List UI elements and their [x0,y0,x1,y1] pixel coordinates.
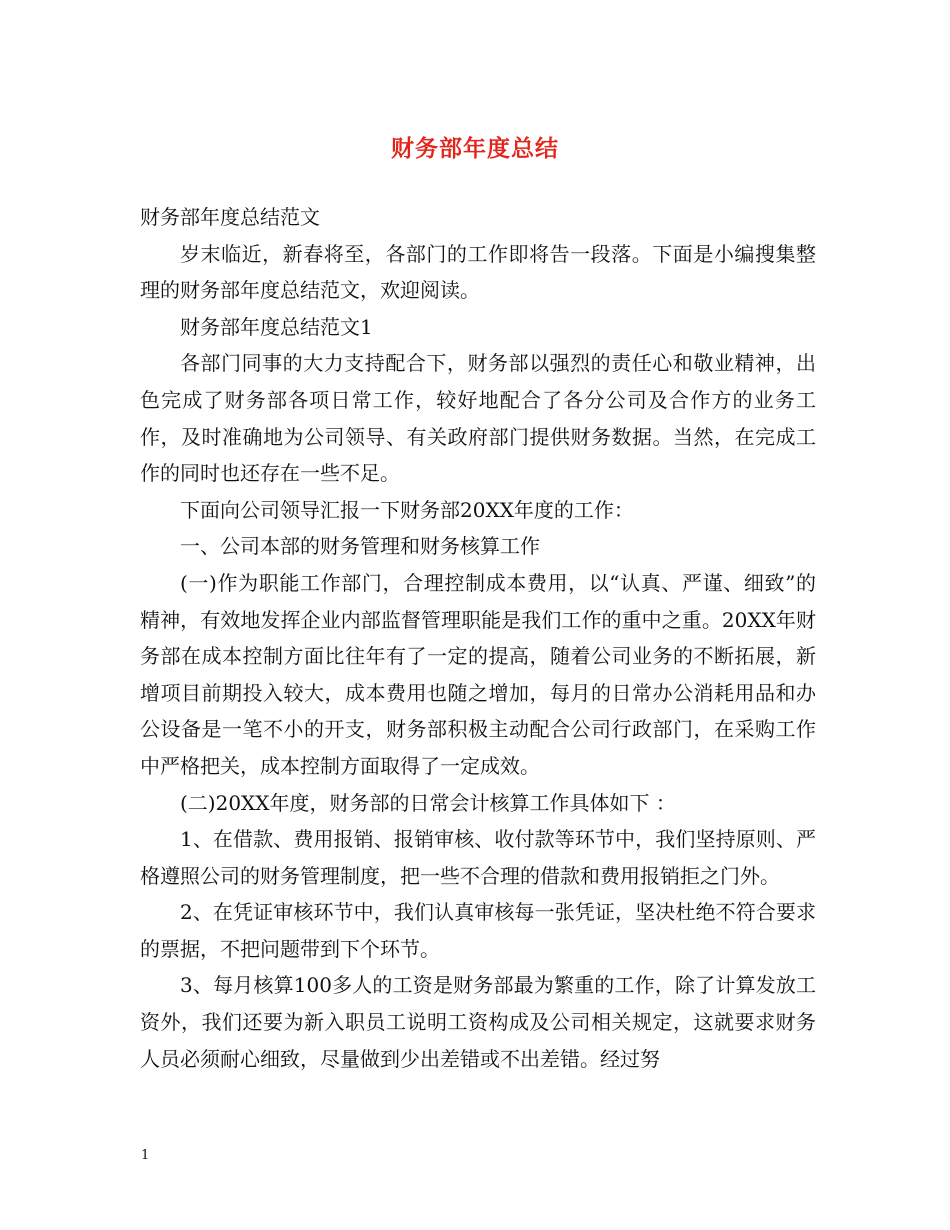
section-heading-sample-1: 财务部年度总结范文1 [180,314,373,339]
paragraph-intro: 岁末临近，新春将至，各部门的工作即将告一段落。下面是小编搜集整理的财务部年度总结范文，欢迎阅读。 [140,241,816,303]
paragraph-accounting-heading: (二)20XX年度，财务部的日常会计核算工作具体如下 ： [180,790,676,815]
page-number: 1 [141,1148,150,1163]
document-subtitle: 财务部年度总结范文 [140,205,320,229]
paragraph-item-1: 1、在借款、费用报销、报销审核、收付款等环节中，我们坚持原则、严格遵照公司的财务管理制度，把一些不合理的借款和费用报销拒之门外。 [140,827,816,888]
document-title: 财务部年度总结 [391,135,559,162]
document-body [140,199,816,1077]
paragraph-overview: 各部门同事的大力支持配合下，财务部以强烈的责任心和敬业精神，出色完成了财务部各项日常工作，较好地配合了各分公司及合作方的业务工作，及时准确地为公司领导、有关政府部门提供财务数据。当然，在完成工作的同时也还存在一些不足。 [140,351,816,486]
paragraph-item-3: 3、每月核算100多人的工资是财务部最为繁重的工作，除了计算发放工资外，我们还要为新入职员工说明工资构成及公司相关规定，这就要求财务人员必须耐心细致，尽量做到少出差错或不出差错。经过努 [140,973,816,1071]
paragraph-report-intro: 下面向公司领导汇报一下财务部20XX年度的工作： [180,497,634,522]
paragraph-cost-control: (一)作为职能工作部门，合理控制成本费用，以“认真、严谨、细致”的精神，有效地发挥企业内部监督管理职能是我们工作的重中之重。20XX年财务部在成本控制方面比往年有了一定的提高，随着公司业务的不断拓展，新增项目前期投入较大，成本费用也随之增加，每月的日常办公消耗用品和办公设备是一笔不小的开支，财务部积极主动配合公司行政部门，在采购工作中严格把关，成本控制方面取得了一定成效。 [140,570,816,778]
paragraph-item-2: 2、在凭证审核环节中，我们认真审核每一张凭证，坚决杜绝不符合要求的票据，不把问题带到下个环节。 [140,900,816,961]
section-heading-1: 一、公司本部的财务管理和财务核算工作 [180,534,540,559]
